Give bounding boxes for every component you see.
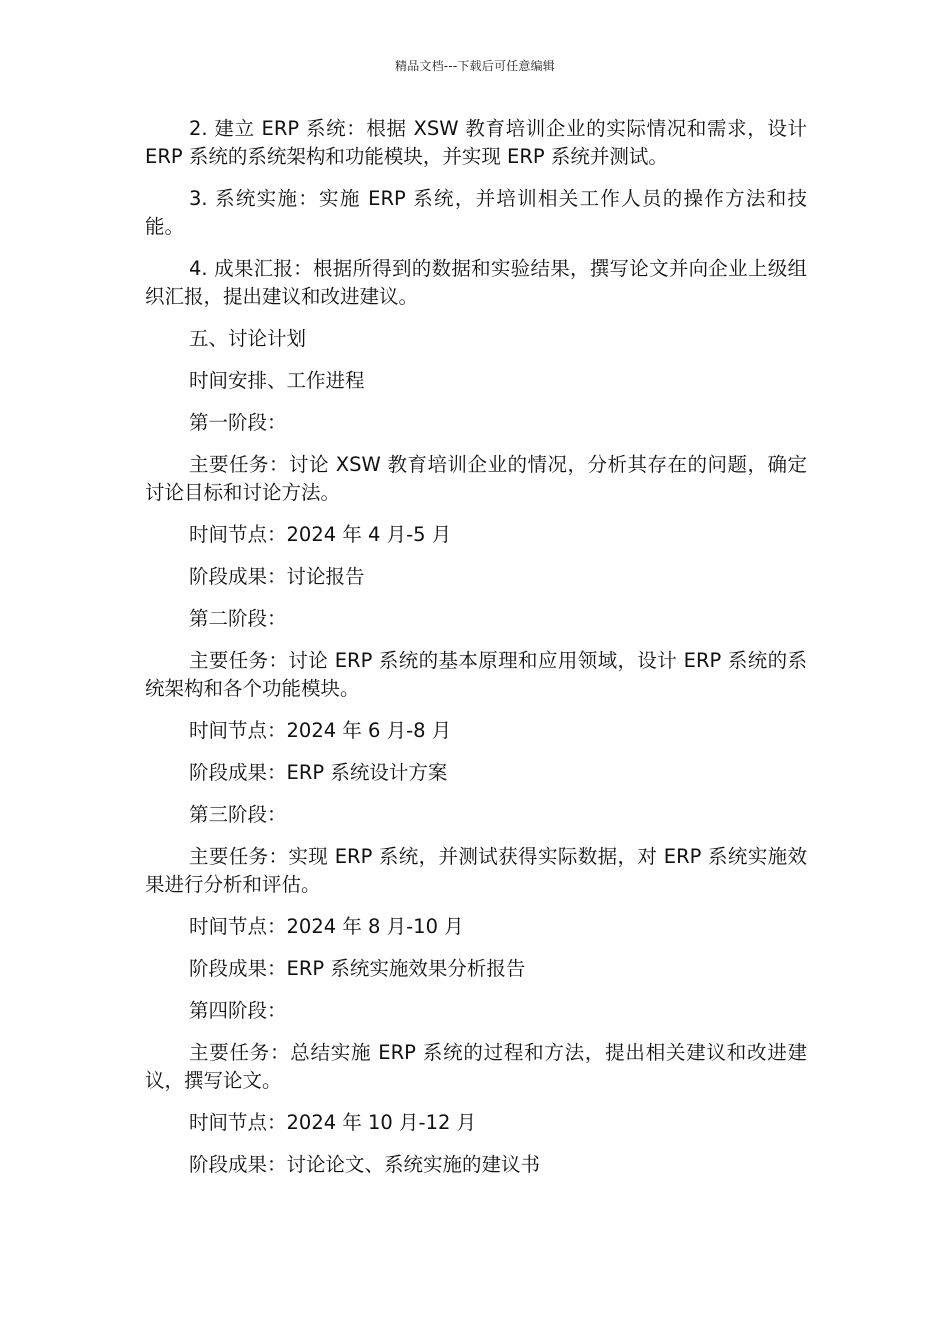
stage-4-task: 主要任务：总结实施 ERP 系统的过程和方法，提出相关建议和改进建议，撰写论文。	[145, 1041, 807, 1092]
stage-2-result: 阶段成果：ERP 系统设计方案	[189, 761, 448, 784]
stage-4-result: 阶段成果：讨论论文、系统实施的建议书	[189, 1153, 541, 1176]
stage-1-result: 阶段成果：讨论报告	[189, 565, 365, 588]
stage-4-time: 时间节点：2024 年 10 月-12 月	[189, 1111, 477, 1134]
section-heading-discussion-plan: 五、讨论计划	[189, 327, 307, 350]
stage-1-time: 时间节点：2024 年 4 月-5 月	[189, 523, 452, 546]
stage-4-heading: 第四阶段：	[189, 999, 287, 1022]
stage-2-task: 主要任务：讨论 ERP 系统的基本原理和应用领域，设计 ERP 系统的系统架构和各个功能模块。	[145, 649, 807, 700]
subheading-schedule: 时间安排、工作进程	[189, 369, 365, 392]
paragraph-system-implementation: 3. 系统实施：实施 ERP 系统，并培训相关工作人员的操作方法和技能。	[145, 187, 807, 238]
stage-1-task: 主要任务：讨论 XSW 教育培训企业的情况，分析其存在的问题，确定讨论目标和讨论方法。	[145, 453, 807, 504]
stage-2-heading: 第二阶段：	[189, 607, 287, 630]
stage-3-result: 阶段成果：ERP 系统实施效果分析报告	[189, 957, 526, 980]
document-body	[145, 115, 807, 1193]
paragraph-build-erp: 2. 建立 ERP 系统：根据 XSW 教育培训企业的实际情况和需求，设计 ERP 系统的系统架构和功能模块，并实现 ERP 系统并测试。	[145, 117, 807, 168]
stage-3-heading: 第三阶段：	[189, 803, 287, 826]
page-header: 精品文档---下载后可任意编辑	[395, 59, 555, 73]
stage-3-time: 时间节点：2024 年 8 月-10 月	[189, 915, 464, 938]
stage-1-heading: 第一阶段：	[189, 411, 287, 434]
stage-2-time: 时间节点：2024 年 6 月-8 月	[189, 719, 452, 742]
paragraph-results-report: 4. 成果汇报：根据所得到的数据和实验结果，撰写论文并向企业上级组织汇报，提出建议和改进建议。	[145, 257, 807, 308]
stage-3-task: 主要任务：实现 ERP 系统，并测试获得实际数据，对 ERP 系统实施效果进行分析和评估。	[145, 845, 807, 896]
